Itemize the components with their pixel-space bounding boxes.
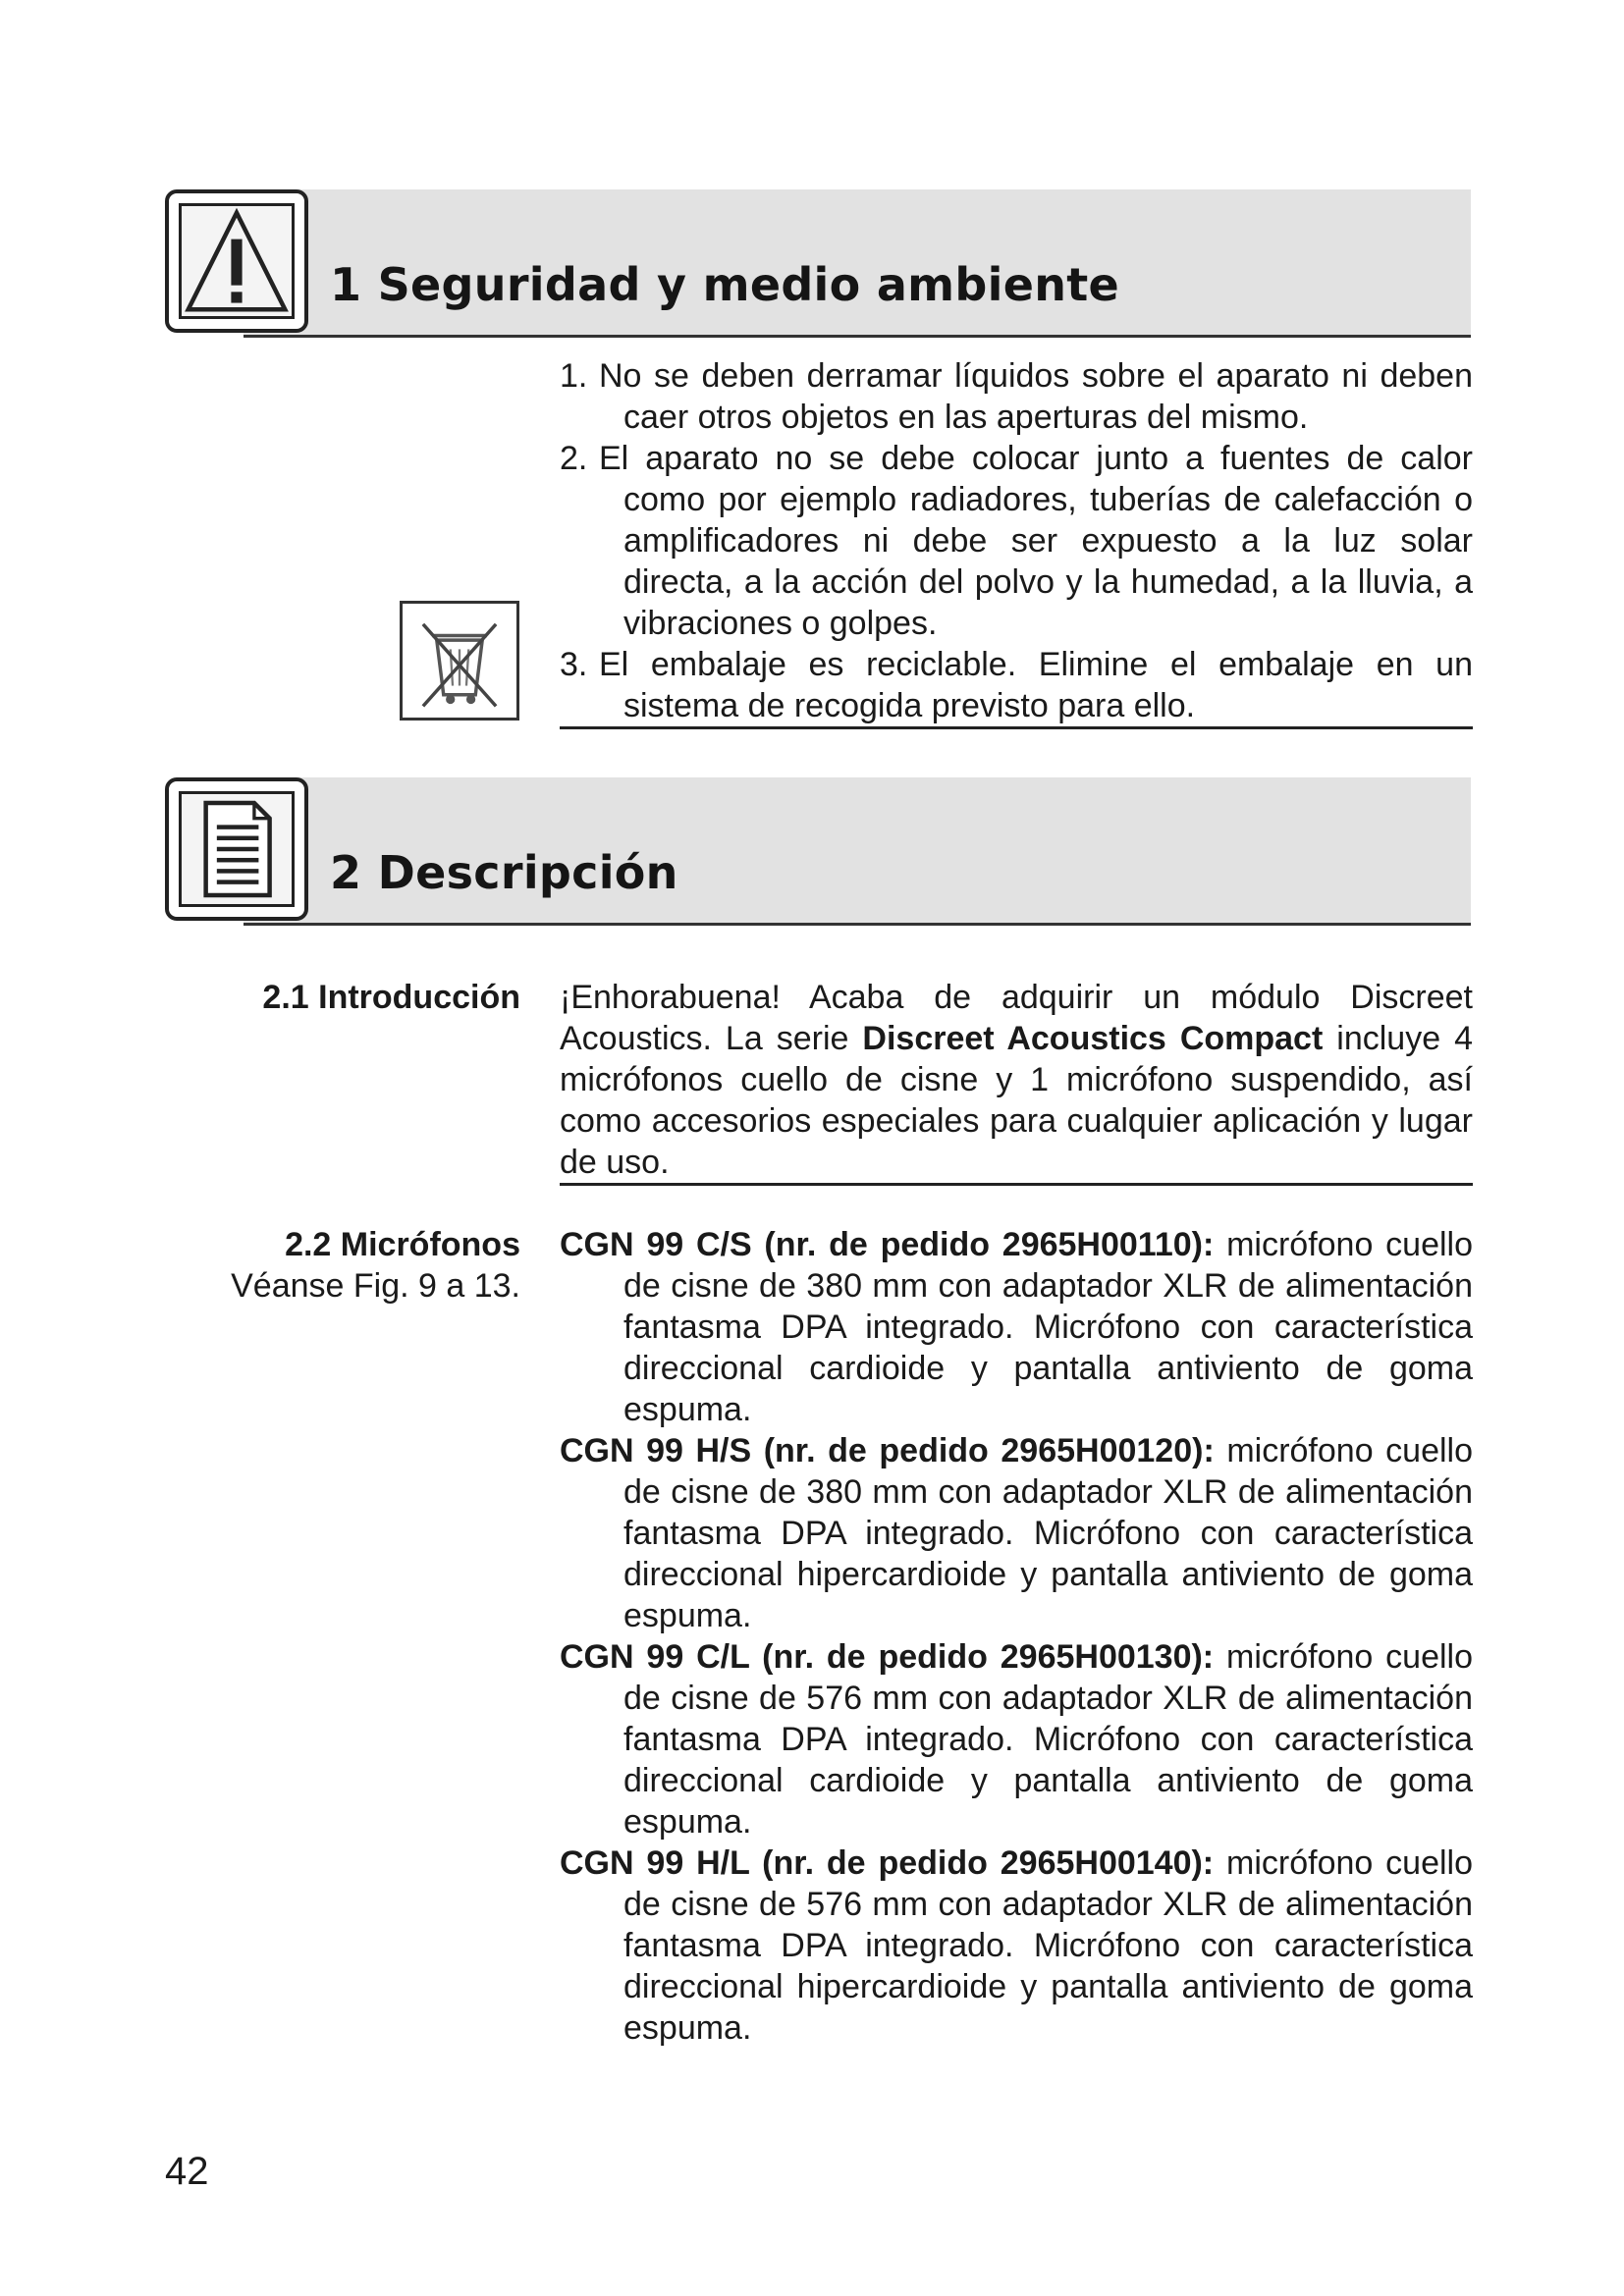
safety-item-number: 1. [560, 357, 588, 395]
microphone-model: CGN 99 C/L (nr. de pedido 2965H00130): [560, 1638, 1215, 1676]
crossed-out-wheelie-bin-icon [400, 601, 519, 721]
section-1-divider [560, 726, 1473, 729]
safety-list [560, 355, 1473, 726]
microphone-description: micrófono cuello de cisne de 576 mm con adaptador XLR de alimentación fantasma DPA integrado. Micrófono con característica direccional hipercardioide y pantalla antiviento de goma espuma. [623, 1844, 1473, 2047]
microphone-model: CGN 99 H/L (nr. de pedido 2965H00140): [560, 1844, 1215, 1882]
microphones-heading: 2.2 Micrófonos [285, 1226, 520, 1263]
page-number: 42 [165, 2150, 209, 2193]
microphone-model: CGN 99 C/S (nr. de pedido 2965H00110): [560, 1226, 1215, 1263]
warning-triangle-icon [165, 189, 308, 333]
safety-item [560, 438, 1473, 644]
intro-text-end: incluye 4 micrófonos cuello de cisne y 1 micrófono suspendido, así como accesorios especiales para cualquier aplicación y lugar de uso. [560, 1020, 1474, 1181]
microphone-entry [560, 1430, 1473, 1636]
safety-item [560, 644, 1473, 726]
microphone-description: micrófono cuello de cisne de 576 mm con adaptador XLR de alimentación fantasma DPA integrado. Micrófono con característica direccional cardioide y pantalla antiviento de goma espuma. [623, 1638, 1473, 1841]
section-1-header [165, 189, 1471, 337]
safety-item-text: No se deben derramar líquidos sobre el aparato ni deben caer otros objetos en las aperturas del mismo. [599, 357, 1473, 436]
intro-heading: 2.1 Introducción [262, 979, 520, 1016]
microphone-model: CGN 99 H/S (nr. de pedido 2965H00120): [560, 1432, 1215, 1469]
microphone-description: micrófono cuello de cisne de 380 mm con adaptador XLR de alimentación fantasma DPA integrado. Micrófono con característica direccional hipercardioide y pantalla antiviento de goma espuma. [623, 1432, 1473, 1634]
safety-item-number: 3. [560, 646, 588, 683]
microphone-entry [560, 1636, 1473, 1842]
safety-item-text: El embalaje es reciclable. Elimine el embalaje en un sistema de recogida previsto para ello. [599, 646, 1473, 724]
intro-label [147, 977, 520, 1018]
microphone-list [560, 1224, 1473, 2049]
safety-item-text: El aparato no se debe colocar junto a fuentes de calor como por ejemplo radiadores, tuberías de calefacción o amplificadores ni debe ser expuesto a la luz solar directa, a la acción del polvo y la humedad, a la lluvia, a vibraciones o golpes. [599, 440, 1473, 642]
section-2-title: 2 Descripción [330, 846, 678, 899]
document-icon [165, 777, 308, 921]
section-2-header [165, 777, 1471, 925]
intro-divider [560, 1183, 1473, 1186]
microphone-entry [560, 1842, 1473, 2049]
section-1-title: 1 Seguridad y medio ambiente [330, 258, 1120, 311]
microphones-label [147, 1224, 520, 1307]
safety-item [560, 355, 1473, 438]
intro-paragraph [560, 977, 1473, 1183]
safety-item-number: 2. [560, 440, 588, 477]
intro-text-product: Discreet Acoustics Compact [862, 1020, 1324, 1057]
microphones-figure-ref: Véanse Fig. 9 a 13. [231, 1267, 520, 1305]
microphone-description: micrófono cuello de cisne de 380 mm con adaptador XLR de alimentación fantasma DPA integrado. Micrófono con característica direccional cardioide y pantalla antiviento de goma espuma. [623, 1226, 1473, 1428]
microphone-entry [560, 1224, 1473, 1430]
intro-text-start: ¡Enhorabuena! Acaba de adquirir un módulo Discreet Acoustics. La serie [560, 979, 1473, 1057]
